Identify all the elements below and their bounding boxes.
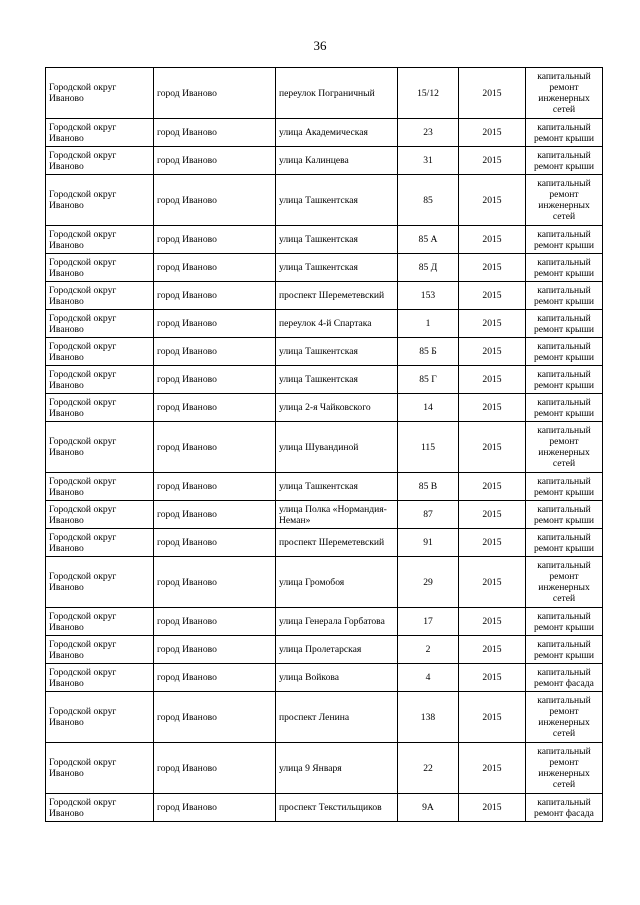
district-cell: Городской округ Иваново: [46, 366, 154, 394]
house-number-cell: 153: [398, 282, 459, 310]
work-type-cell: капитальный ремонт крыши: [526, 254, 603, 282]
work-type-cell: капитальный ремонт крыши: [526, 501, 603, 529]
work-type-cell: капитальный ремонт крыши: [526, 338, 603, 366]
year-cell: 2015: [459, 557, 526, 608]
table-row: [46, 501, 603, 529]
house-number-cell: 85 А: [398, 226, 459, 254]
street-cell: проспект Шереметевский: [276, 282, 398, 310]
table-row: [46, 338, 603, 366]
work-type-cell: капитальный ремонт крыши: [526, 282, 603, 310]
table-row: [46, 310, 603, 338]
year-cell: 2015: [459, 794, 526, 822]
district-cell: Городской округ Иваново: [46, 743, 154, 794]
district-cell: Городской округ Иваново: [46, 692, 154, 743]
work-type-cell: капитальный ремонт крыши: [526, 394, 603, 422]
street-cell: улица Шувандиной: [276, 422, 398, 473]
house-number-cell: 85: [398, 175, 459, 226]
house-number-cell: 138: [398, 692, 459, 743]
city-cell: город Иваново: [154, 636, 276, 664]
district-cell: Городской округ Иваново: [46, 664, 154, 692]
street-cell: улица Ташкентская: [276, 366, 398, 394]
table-row: [46, 282, 603, 310]
work-type-cell: капитальный ремонт инженерных сетей: [526, 175, 603, 226]
city-cell: город Иваново: [154, 529, 276, 557]
work-type-cell: капитальный ремонт инженерных сетей: [526, 557, 603, 608]
work-type-cell: капитальный ремонт крыши: [526, 529, 603, 557]
district-cell: Городской округ Иваново: [46, 147, 154, 175]
table-row: [46, 743, 603, 794]
street-cell: улица Полка «Нормандия-Неман»: [276, 501, 398, 529]
street-cell: улица Громобоя: [276, 557, 398, 608]
city-cell: город Иваново: [154, 692, 276, 743]
city-cell: город Иваново: [154, 608, 276, 636]
city-cell: город Иваново: [154, 794, 276, 822]
table-row: [46, 473, 603, 501]
house-number-cell: 1: [398, 310, 459, 338]
city-cell: город Иваново: [154, 226, 276, 254]
city-cell: город Иваново: [154, 282, 276, 310]
table-row: [46, 175, 603, 226]
table-row: [46, 608, 603, 636]
city-cell: город Иваново: [154, 254, 276, 282]
year-cell: 2015: [459, 68, 526, 119]
year-cell: 2015: [459, 501, 526, 529]
house-number-cell: 29: [398, 557, 459, 608]
registry-table-body: [46, 68, 603, 822]
house-number-cell: 31: [398, 147, 459, 175]
city-cell: город Иваново: [154, 68, 276, 119]
year-cell: 2015: [459, 692, 526, 743]
district-cell: Городской округ Иваново: [46, 608, 154, 636]
table-row: [46, 636, 603, 664]
work-type-cell: капитальный ремонт инженерных сетей: [526, 692, 603, 743]
house-number-cell: 23: [398, 119, 459, 147]
street-cell: улица 9 Января: [276, 743, 398, 794]
table-row: [46, 557, 603, 608]
year-cell: 2015: [459, 366, 526, 394]
year-cell: 2015: [459, 529, 526, 557]
year-cell: 2015: [459, 608, 526, 636]
city-cell: город Иваново: [154, 119, 276, 147]
work-type-cell: капитальный ремонт крыши: [526, 119, 603, 147]
district-cell: Городской округ Иваново: [46, 794, 154, 822]
house-number-cell: 15/12: [398, 68, 459, 119]
district-cell: Городской округ Иваново: [46, 338, 154, 366]
table-row: [46, 68, 603, 119]
house-number-cell: 2: [398, 636, 459, 664]
house-number-cell: 4: [398, 664, 459, 692]
street-cell: проспект Шереметевский: [276, 529, 398, 557]
city-cell: город Иваново: [154, 501, 276, 529]
city-cell: город Иваново: [154, 310, 276, 338]
table-row: [46, 147, 603, 175]
work-type-cell: капитальный ремонт фасада: [526, 794, 603, 822]
city-cell: город Иваново: [154, 664, 276, 692]
street-cell: переулок Пограничный: [276, 68, 398, 119]
district-cell: Городской округ Иваново: [46, 473, 154, 501]
work-type-cell: капитальный ремонт крыши: [526, 310, 603, 338]
district-cell: Городской округ Иваново: [46, 119, 154, 147]
street-cell: улица Ташкентская: [276, 473, 398, 501]
year-cell: 2015: [459, 422, 526, 473]
year-cell: 2015: [459, 394, 526, 422]
year-cell: 2015: [459, 175, 526, 226]
table-row: [46, 394, 603, 422]
street-cell: улица 2-я Чайковского: [276, 394, 398, 422]
house-number-cell: 85 В: [398, 473, 459, 501]
table-row: [46, 422, 603, 473]
year-cell: 2015: [459, 282, 526, 310]
district-cell: Городской округ Иваново: [46, 226, 154, 254]
district-cell: Городской округ Иваново: [46, 636, 154, 664]
city-cell: город Иваново: [154, 743, 276, 794]
district-cell: Городской округ Иваново: [46, 68, 154, 119]
district-cell: Городской округ Иваново: [46, 529, 154, 557]
work-type-cell: капитальный ремонт крыши: [526, 366, 603, 394]
table-row: [46, 692, 603, 743]
page-number: 36: [313, 38, 327, 53]
street-cell: улица Пролетарская: [276, 636, 398, 664]
year-cell: 2015: [459, 226, 526, 254]
street-cell: переулок 4-й Спартака: [276, 310, 398, 338]
street-cell: улица Ташкентская: [276, 254, 398, 282]
district-cell: Городской округ Иваново: [46, 557, 154, 608]
district-cell: Городской округ Иваново: [46, 175, 154, 226]
table-row: [46, 254, 603, 282]
district-cell: Городской округ Иваново: [46, 394, 154, 422]
street-cell: проспект Ленина: [276, 692, 398, 743]
district-cell: Городской округ Иваново: [46, 254, 154, 282]
city-cell: город Иваново: [154, 422, 276, 473]
city-cell: город Иваново: [154, 366, 276, 394]
table-row: [46, 664, 603, 692]
table-row: [46, 226, 603, 254]
house-number-cell: 91: [398, 529, 459, 557]
street-cell: улица Академическая: [276, 119, 398, 147]
work-type-cell: капитальный ремонт крыши: [526, 636, 603, 664]
street-cell: проспект Текстильщиков: [276, 794, 398, 822]
work-type-cell: капитальный ремонт инженерных сетей: [526, 422, 603, 473]
house-number-cell: 14: [398, 394, 459, 422]
work-type-cell: капитальный ремонт крыши: [526, 608, 603, 636]
city-cell: город Иваново: [154, 394, 276, 422]
work-type-cell: капитальный ремонт инженерных сетей: [526, 68, 603, 119]
street-cell: улица Ташкентская: [276, 338, 398, 366]
district-cell: Городской округ Иваново: [46, 501, 154, 529]
year-cell: 2015: [459, 254, 526, 282]
district-cell: Городской округ Иваново: [46, 422, 154, 473]
house-number-cell: 85 Г: [398, 366, 459, 394]
city-cell: город Иваново: [154, 473, 276, 501]
work-type-cell: капитальный ремонт крыши: [526, 147, 603, 175]
district-cell: Городской округ Иваново: [46, 310, 154, 338]
year-cell: 2015: [459, 743, 526, 794]
year-cell: 2015: [459, 147, 526, 175]
table-row: [46, 794, 603, 822]
work-type-cell: капитальный ремонт инженерных сетей: [526, 743, 603, 794]
year-cell: 2015: [459, 119, 526, 147]
table-row: [46, 529, 603, 557]
house-number-cell: 85 Б: [398, 338, 459, 366]
house-number-cell: 9А: [398, 794, 459, 822]
house-number-cell: 17: [398, 608, 459, 636]
city-cell: город Иваново: [154, 338, 276, 366]
city-cell: город Иваново: [154, 147, 276, 175]
work-type-cell: капитальный ремонт фасада: [526, 664, 603, 692]
house-number-cell: 87: [398, 501, 459, 529]
year-cell: 2015: [459, 338, 526, 366]
table-row: [46, 366, 603, 394]
house-number-cell: 22: [398, 743, 459, 794]
work-type-cell: капитальный ремонт крыши: [526, 473, 603, 501]
city-cell: город Иваново: [154, 175, 276, 226]
year-cell: 2015: [459, 664, 526, 692]
house-number-cell: 85 Д: [398, 254, 459, 282]
street-cell: улица Генерала Горбатова: [276, 608, 398, 636]
year-cell: 2015: [459, 310, 526, 338]
street-cell: улица Войкова: [276, 664, 398, 692]
year-cell: 2015: [459, 473, 526, 501]
year-cell: 2015: [459, 636, 526, 664]
city-cell: город Иваново: [154, 557, 276, 608]
table-row: [46, 119, 603, 147]
street-cell: улица Ташкентская: [276, 175, 398, 226]
work-type-cell: капитальный ремонт крыши: [526, 226, 603, 254]
repair-registry-table: [45, 67, 603, 822]
street-cell: улица Калинцева: [276, 147, 398, 175]
district-cell: Городской округ Иваново: [46, 282, 154, 310]
house-number-cell: 115: [398, 422, 459, 473]
street-cell: улица Ташкентская: [276, 226, 398, 254]
